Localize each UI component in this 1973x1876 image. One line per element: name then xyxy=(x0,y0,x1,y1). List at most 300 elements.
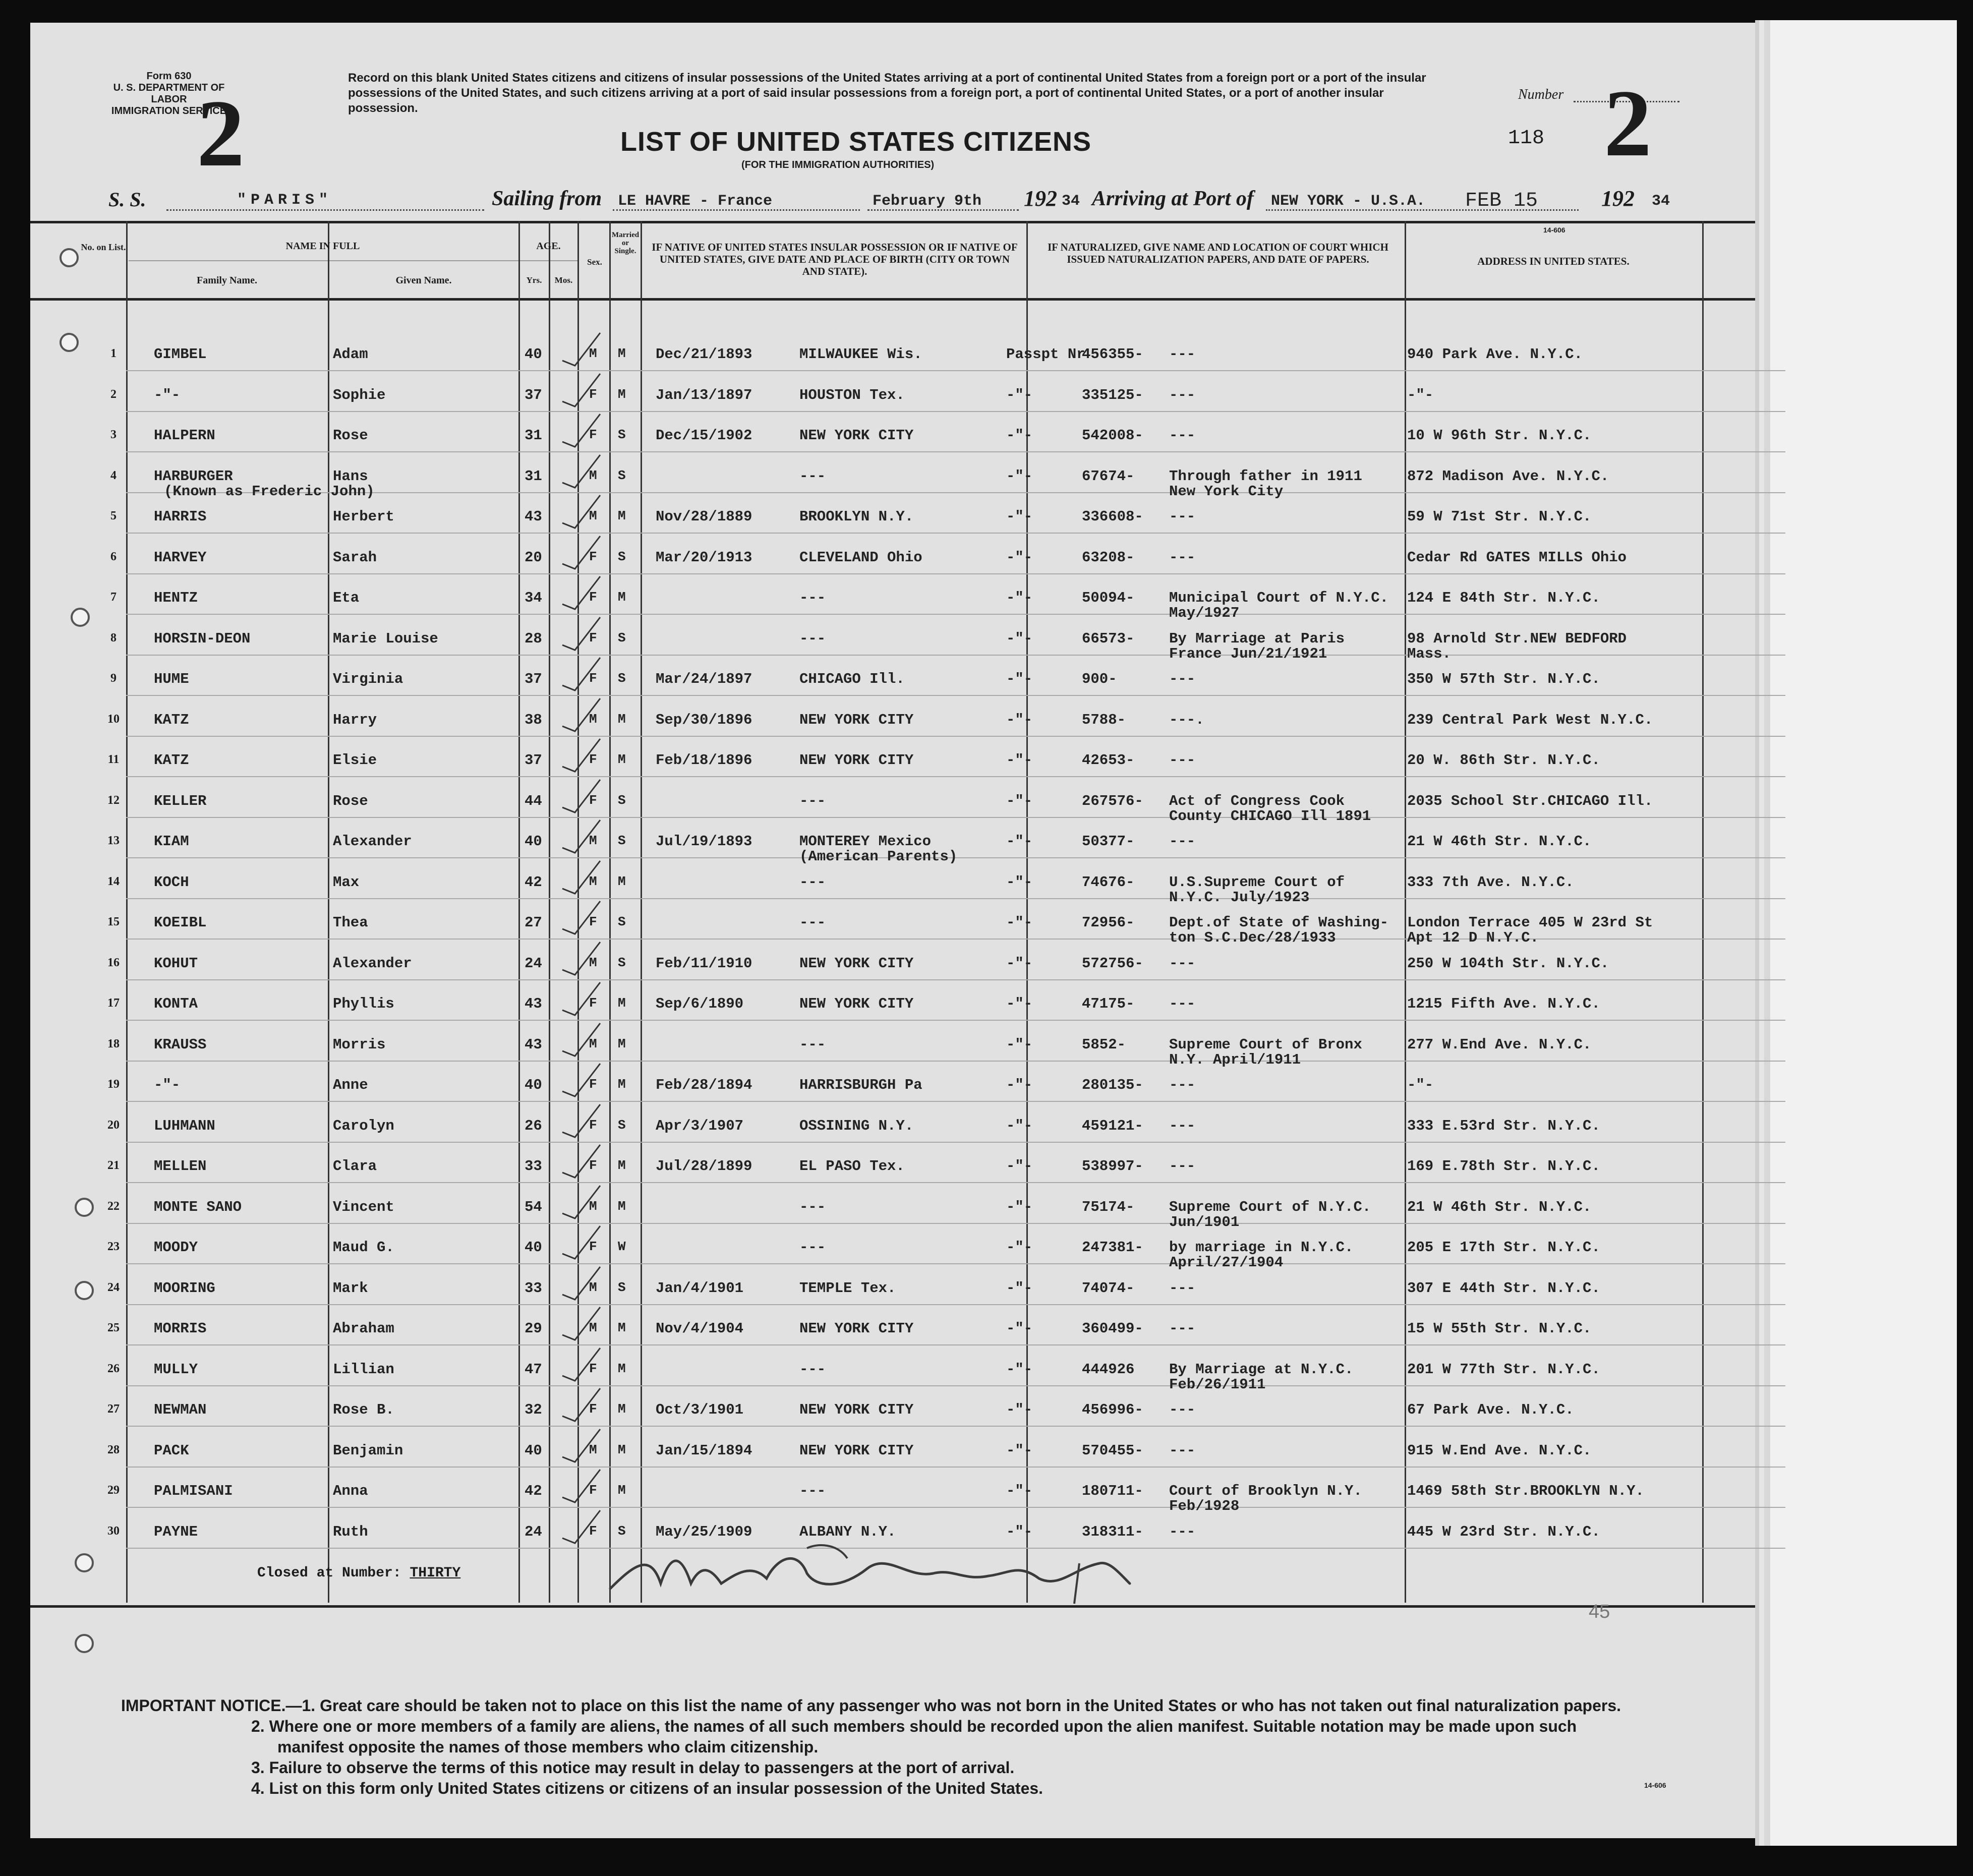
given-name: Rose xyxy=(333,427,368,444)
age-years: 44 xyxy=(525,792,542,809)
birth-date: Sep/6/1890 xyxy=(656,995,744,1012)
row-number: 2 xyxy=(110,387,117,401)
row-number: 23 xyxy=(107,1240,120,1253)
sex: M xyxy=(589,873,597,889)
given-name: Alexander xyxy=(333,955,412,972)
service-name: IMMIGRATION SERVICE xyxy=(111,105,227,116)
row-number: 6 xyxy=(110,550,117,563)
sex: F xyxy=(589,549,597,564)
passport-number: 570455- xyxy=(1082,1442,1143,1459)
family-name: KATZ xyxy=(154,711,189,728)
check-mark-icon xyxy=(560,1102,605,1142)
address: 21 W 46th Str. N.Y.C. xyxy=(1407,833,1592,850)
family-name: LUHMANN xyxy=(154,1117,215,1134)
naturalization-court: By Marriage at Paris xyxy=(1169,630,1345,647)
check-mark-icon xyxy=(560,1021,605,1061)
naturalization-date: Jun/1901 xyxy=(1169,1213,1240,1230)
naturalization-court: --- xyxy=(1169,1320,1196,1337)
age-years: 31 xyxy=(525,427,542,444)
family-name: MOORING xyxy=(154,1279,215,1297)
address: 98 Arnold Str.NEW BEDFORD xyxy=(1407,630,1627,647)
passport-label: -"- xyxy=(1006,1117,1033,1134)
birth-place: OSSINING N.Y. xyxy=(799,1117,914,1134)
age-years: 31 xyxy=(525,467,542,485)
passport-number: 63208- xyxy=(1082,549,1135,566)
sex: F xyxy=(589,1239,597,1254)
marital-status: S xyxy=(618,1279,626,1295)
birth-place: --- xyxy=(799,1198,826,1215)
naturalization-court: --- xyxy=(1169,995,1196,1012)
marital-status: M xyxy=(618,995,626,1011)
sex: M xyxy=(589,1442,597,1457)
passport-number: 900- xyxy=(1082,671,1117,687)
header-bottom-rule xyxy=(30,298,1755,301)
check-mark-icon xyxy=(560,1223,605,1264)
birth-date: Dec/15/1902 xyxy=(656,427,752,444)
passport-label: -"- xyxy=(1006,1077,1033,1093)
family-name: HALPERN xyxy=(154,427,215,444)
check-mark-icon xyxy=(560,817,605,858)
naturalization-court: --- xyxy=(1169,549,1196,566)
sailing-date: February 9th xyxy=(873,193,982,210)
page-subtitle: (FOR THE IMMIGRATION AUTHORITIES) xyxy=(741,159,935,170)
check-mark-icon xyxy=(560,1345,605,1386)
naturalization-court: U.S.Supreme Court of xyxy=(1169,873,1345,891)
number-label: Number xyxy=(1518,87,1564,102)
birth-place: NEW YORK CITY xyxy=(799,427,914,444)
col-header-given: Given Name. xyxy=(395,275,452,286)
col-header-sex: Sex. xyxy=(587,257,602,267)
birth-place: NEW YORK CITY xyxy=(799,955,914,972)
row-number: 24 xyxy=(107,1280,120,1294)
birth-place: NEW YORK CITY xyxy=(799,711,914,728)
row-rule xyxy=(126,1385,1785,1386)
row-number: 12 xyxy=(107,793,120,807)
port-underline xyxy=(613,209,860,211)
marital-status: M xyxy=(618,590,626,605)
given-name: Alexander xyxy=(333,833,412,850)
row-rule xyxy=(126,1467,1785,1468)
age-years: 47 xyxy=(525,1361,542,1378)
birth-date: Jan/13/1897 xyxy=(656,386,752,403)
birth-place: NEW YORK CITY xyxy=(799,752,914,769)
check-mark-icon xyxy=(560,980,605,1020)
notice-item-2-cont: manifest opposite the names of those members who claim citizenship. xyxy=(277,1738,819,1756)
check-mark-icon xyxy=(560,655,605,695)
address: 915 W.End Ave. N.Y.C. xyxy=(1407,1442,1592,1459)
marital-status: S xyxy=(618,467,626,483)
family-name: HARBURGER xyxy=(154,467,233,485)
address: 67 Park Ave. N.Y.C. xyxy=(1407,1401,1574,1418)
age-years: 24 xyxy=(525,1523,542,1540)
passport-label: -"- xyxy=(1006,1036,1033,1053)
family-name: HORSIN-DEON xyxy=(154,630,251,647)
marital-status: M xyxy=(618,711,626,727)
check-mark-icon xyxy=(560,858,605,899)
age-years: 37 xyxy=(525,386,542,403)
col-header-naturalized: IF NATURALIZED, GIVE NAME AND LOCATION OF COURT WHICH ISSUED NATURALIZATION PAPERS, AND DATE OF PAPERS. xyxy=(1048,241,1388,265)
check-mark-icon xyxy=(560,1386,605,1426)
naturalization-court: Through father in 1911 xyxy=(1169,467,1362,485)
passport-number: 459121- xyxy=(1082,1117,1143,1134)
row-number: 13 xyxy=(107,834,120,847)
naturalization-court: Court of Brooklyn N.Y. xyxy=(1169,1483,1362,1499)
given-name: Elsie xyxy=(333,752,377,769)
row-number: 7 xyxy=(110,591,117,604)
given-name: Adam xyxy=(333,346,368,363)
check-mark-icon xyxy=(560,1061,605,1101)
marital-status: M xyxy=(618,1320,626,1335)
address: 250 W 104th Str. N.Y.C. xyxy=(1407,955,1609,972)
birth-date: Feb/18/1896 xyxy=(656,752,752,769)
sex: M xyxy=(589,508,597,523)
row-rule xyxy=(126,655,1785,656)
birth-place: MILWAUKEE Wis. xyxy=(799,346,922,363)
check-mark-icon xyxy=(560,696,605,736)
family-name: NEWMAN xyxy=(154,1401,207,1418)
address: -"- xyxy=(1407,386,1434,403)
passport-label: -"- xyxy=(1006,1442,1033,1459)
birth-place: --- xyxy=(799,914,826,931)
marital-status: M xyxy=(618,1036,626,1051)
birth-date: Nov/4/1904 xyxy=(656,1320,744,1337)
marital-status: M xyxy=(618,1158,626,1173)
passport-label: -"- xyxy=(1006,873,1033,891)
sheet-number-right: 2 xyxy=(1604,71,1652,177)
birth-place: --- xyxy=(799,873,826,891)
birth-date: Apr/3/1907 xyxy=(656,1117,744,1134)
given-name: Vincent xyxy=(333,1198,394,1215)
passport-label: -"- xyxy=(1006,549,1033,566)
passport-label: -"- xyxy=(1006,1279,1033,1297)
birth-date: Dec/21/1893 xyxy=(656,346,752,363)
birth-date: Sep/30/1896 xyxy=(656,711,752,728)
passport-number: 318311- xyxy=(1082,1523,1143,1540)
row-rule xyxy=(126,1344,1785,1345)
naturalization-date: Feb/1928 xyxy=(1169,1498,1240,1514)
given-name: Sophie xyxy=(333,386,386,403)
age-years: 40 xyxy=(525,1239,542,1256)
passport-label: -"- xyxy=(1006,792,1033,809)
col-header-mos: Mos. xyxy=(554,275,573,285)
naturalization-court: By Marriage at N.Y.C. xyxy=(1169,1361,1354,1378)
naturalization-court: by marriage in N.Y.C. xyxy=(1169,1239,1354,1256)
row-number: 22 xyxy=(107,1199,120,1213)
birth-place: --- xyxy=(799,792,826,809)
marital-status: S xyxy=(618,1523,626,1539)
birth-date: Oct/3/1901 xyxy=(656,1401,744,1418)
check-mark-icon xyxy=(560,412,605,452)
passport-number: 538997- xyxy=(1082,1158,1143,1175)
passport-label: -"- xyxy=(1006,671,1033,687)
birth-place-note: (American Parents) xyxy=(799,848,958,865)
given-name: Anna xyxy=(333,1483,368,1499)
sailing-label: Sailing from xyxy=(492,187,602,210)
birth-place: --- xyxy=(799,1361,826,1378)
naturalization-court: Act of Congress Cook xyxy=(1169,792,1345,809)
address: -"- xyxy=(1407,1077,1434,1093)
notice-text-1: Great care should be taken not to place on this list the name of any passenger who was not born in the United States or who has not taken out final naturalization papers. xyxy=(320,1696,1621,1715)
birth-date: May/25/1909 xyxy=(656,1523,752,1540)
check-mark-icon xyxy=(560,534,605,574)
col-divider xyxy=(549,221,550,1603)
birth-place: NEW YORK CITY xyxy=(799,1442,914,1459)
ss-label: S. S. xyxy=(108,188,146,211)
list-number: 118 xyxy=(1508,127,1545,150)
age-years: 37 xyxy=(525,752,542,769)
passport-number: 180711- xyxy=(1082,1483,1143,1499)
address: 169 E.78th Str. N.Y.C. xyxy=(1407,1158,1600,1175)
naturalization-date: New York City xyxy=(1169,483,1284,500)
marital-status: M xyxy=(618,1077,626,1092)
birth-place: --- xyxy=(799,1036,826,1053)
address: 333 7th Ave. N.Y.C. xyxy=(1407,873,1574,891)
age-years: 20 xyxy=(525,549,542,566)
passport-label: -"- xyxy=(1006,995,1033,1012)
naturalization-date: ton S.C.Dec/28/1933 xyxy=(1169,929,1336,946)
marital-status: M xyxy=(618,1442,626,1457)
family-name: HARVEY xyxy=(154,549,207,566)
row-rule xyxy=(126,1061,1785,1062)
notice-heading: IMPORTANT NOTICE.—1. xyxy=(121,1696,316,1715)
marital-status: M xyxy=(618,873,626,889)
sex: F xyxy=(589,1117,597,1133)
check-mark-icon xyxy=(560,452,605,493)
given-name: Max xyxy=(333,873,360,891)
birth-place: NEW YORK CITY xyxy=(799,1320,914,1337)
address: 15 W 55th Str. N.Y.C. xyxy=(1407,1320,1592,1337)
passport-number: 74676- xyxy=(1082,873,1135,891)
passport-label: -"- xyxy=(1006,386,1033,403)
given-name: Hans xyxy=(333,467,368,485)
table-top-rule xyxy=(30,221,1755,223)
passport-number: 456355- xyxy=(1082,346,1143,363)
given-name: Lillian xyxy=(333,1361,394,1378)
marital-status: S xyxy=(618,833,626,848)
row-number: 5 xyxy=(110,509,117,522)
sex: F xyxy=(589,1158,597,1173)
family-name: MOODY xyxy=(154,1239,198,1256)
arrival-underline xyxy=(1266,209,1579,211)
sex: M xyxy=(589,1036,597,1051)
row-number: 14 xyxy=(107,874,120,888)
marital-status: S xyxy=(618,955,626,970)
address: 872 Madison Ave. N.Y.C. xyxy=(1407,467,1609,485)
address: 20 W. 86th Str. N.Y.C. xyxy=(1407,752,1600,769)
sex: F xyxy=(589,590,597,605)
row-rule xyxy=(126,1507,1785,1508)
sheet-number-left: 2 xyxy=(197,81,245,187)
department-name: U. S. DEPARTMENT OF LABOR xyxy=(113,82,225,105)
check-mark-icon xyxy=(560,899,605,939)
check-mark-icon xyxy=(560,1508,605,1548)
check-mark-icon xyxy=(560,1264,605,1305)
age-years: 43 xyxy=(525,508,542,525)
naturalization-date: County CHICAGO Ill 1891 xyxy=(1169,807,1371,825)
passport-label: -"- xyxy=(1006,833,1033,850)
family-name: KELLER xyxy=(154,792,207,809)
passport-number: 74074- xyxy=(1082,1279,1135,1297)
passport-number: 572756- xyxy=(1082,955,1143,972)
family-name: GIMBEL xyxy=(154,346,207,363)
family-name: KIAM xyxy=(154,833,189,850)
address: 307 E 44th Str. N.Y.C. xyxy=(1407,1279,1600,1297)
col-header-name: NAME IN FULL xyxy=(285,241,360,252)
row-number: 29 xyxy=(107,1484,120,1497)
row-rule xyxy=(126,1182,1785,1183)
birth-place: CLEVELAND Ohio xyxy=(799,549,922,566)
sex: M xyxy=(589,346,597,361)
family-name: PACK xyxy=(154,1442,189,1459)
address: London Terrace 405 W 23rd St xyxy=(1407,914,1653,931)
given-name: Herbert xyxy=(333,508,394,525)
birth-date: Nov/28/1889 xyxy=(656,508,752,525)
birth-date: Jan/15/1894 xyxy=(656,1442,752,1459)
col-header-address: ADDRESS IN UNITED STATES. xyxy=(1477,255,1630,267)
row-rule xyxy=(126,898,1785,899)
col-divider xyxy=(518,221,520,1603)
family-name: -"- xyxy=(154,1077,181,1093)
family-name: KOEIBL xyxy=(154,914,207,931)
page-mark: 45 xyxy=(1589,1601,1610,1622)
important-notice xyxy=(121,1695,1735,1799)
notice-item-3: 3. Failure to observe the terms of this notice may result in delay to passengers at the port of arrival. xyxy=(251,1758,1015,1777)
naturalization-date: France Jun/21/1921 xyxy=(1169,645,1327,662)
check-mark-icon xyxy=(560,371,605,412)
naturalization-court: --- xyxy=(1169,386,1196,403)
birth-date: Feb/11/1910 xyxy=(656,955,752,972)
row-number: 4 xyxy=(110,468,117,482)
punch-hole xyxy=(60,333,79,352)
ship-name: "PARIS" xyxy=(237,192,333,209)
passport-number: 280135- xyxy=(1082,1077,1143,1093)
address: 201 W 77th Str. N.Y.C. xyxy=(1407,1361,1600,1378)
passport-label: -"- xyxy=(1006,1239,1033,1256)
sex: M xyxy=(589,467,597,483)
age-years: 38 xyxy=(525,711,542,728)
row-number: 10 xyxy=(107,712,120,726)
given-name: Rose B. xyxy=(333,1401,394,1418)
passport-number: 336608- xyxy=(1082,508,1143,525)
birth-place: --- xyxy=(799,1483,826,1499)
sex: M xyxy=(589,711,597,727)
family-name: KOHUT xyxy=(154,955,198,972)
passport-label: -"- xyxy=(1006,752,1033,769)
row-number: 19 xyxy=(107,1078,120,1091)
passport-number: 542008- xyxy=(1082,427,1143,444)
address: 940 Park Ave. N.Y.C. xyxy=(1407,346,1583,363)
row-rule xyxy=(126,979,1785,980)
check-mark-icon xyxy=(560,736,605,777)
address: 350 W 57th Str. N.Y.C. xyxy=(1407,671,1600,687)
sex: F xyxy=(589,752,597,767)
given-name: Sarah xyxy=(333,549,377,566)
row-rule xyxy=(126,492,1785,493)
age-years: 40 xyxy=(525,1077,542,1093)
punch-hole xyxy=(75,1198,94,1217)
marital-status: M xyxy=(618,1361,626,1376)
given-name: Benjamin xyxy=(333,1442,403,1459)
voyage-line xyxy=(108,188,146,211)
birth-date: Mar/24/1897 xyxy=(656,671,752,687)
punch-hole xyxy=(75,1634,94,1653)
age-years: 24 xyxy=(525,955,542,972)
row-rule xyxy=(126,1426,1785,1427)
closing-value: THIRTY xyxy=(410,1565,461,1581)
ship-underline xyxy=(166,209,484,211)
row-number: 21 xyxy=(107,1159,120,1172)
naturalization-court: --- xyxy=(1169,1401,1196,1418)
row-number: 30 xyxy=(107,1524,120,1538)
passport-number: 67674- xyxy=(1082,467,1135,485)
passport-number: 50377- xyxy=(1082,833,1135,850)
age-years: 34 xyxy=(525,590,542,606)
sailing-year: 34 xyxy=(1062,193,1080,210)
form-instructions: Record on this blank United States citizens and citizens of insular possessions of the United States arriving at a port of continental United States from a foreign port or a port of the insular possessions of the United States, and such citizens arriving at a port of said insular possessions from a foreign port, a port of continental United States, or a port of another insular possession. xyxy=(348,71,1426,115)
row-rule xyxy=(126,1101,1785,1102)
birth-place: BROOKLYN N.Y. xyxy=(799,508,914,525)
punch-hole xyxy=(75,1553,94,1572)
col-divider xyxy=(1405,221,1406,1603)
check-mark-icon xyxy=(560,330,605,371)
naturalization-date: May/1927 xyxy=(1169,605,1240,621)
birth-place: NEW YORK CITY xyxy=(799,1401,914,1418)
naturalization-court: --- xyxy=(1169,833,1196,850)
passport-label: -"- xyxy=(1006,467,1033,485)
passport-number: 75174- xyxy=(1082,1198,1135,1215)
family-name: -"- xyxy=(154,386,181,403)
birth-place: MONTEREY Mexico xyxy=(799,833,932,850)
birth-place: --- xyxy=(799,630,826,647)
arrival-port: NEW YORK - U.S.A. xyxy=(1271,193,1426,210)
given-name: Eta xyxy=(333,590,360,606)
address: 59 W 71st Str. N.Y.C. xyxy=(1407,508,1592,525)
row-number: 3 xyxy=(110,428,117,441)
naturalization-court: --- xyxy=(1169,1158,1196,1175)
given-name: Thea xyxy=(333,914,368,931)
birth-date: Jul/28/1899 xyxy=(656,1158,752,1175)
family-name: KATZ xyxy=(154,752,189,769)
passport-number: 5788- xyxy=(1082,711,1126,728)
sex: F xyxy=(589,995,597,1011)
passport-number: 247381- xyxy=(1082,1239,1143,1256)
naturalization-court: --- xyxy=(1169,671,1196,687)
row-rule xyxy=(126,614,1785,615)
naturalization-court: --- xyxy=(1169,1117,1196,1134)
closing-label: Closed at Number: xyxy=(257,1565,401,1581)
passport-label: -"- xyxy=(1006,955,1033,972)
sex: M xyxy=(589,1279,597,1295)
marital-status: M xyxy=(618,386,626,402)
birth-place: NEW YORK CITY xyxy=(799,995,914,1012)
birth-place: --- xyxy=(799,467,826,485)
passport-number: 50094- xyxy=(1082,590,1135,606)
birth-date: Jan/4/1901 xyxy=(656,1279,744,1297)
sex: M xyxy=(589,833,597,848)
passport-number: 5852- xyxy=(1082,1036,1126,1053)
family-name: HENTZ xyxy=(154,590,198,606)
birth-date: Jul/19/1893 xyxy=(656,833,752,850)
check-mark-icon xyxy=(560,1142,605,1183)
marital-status: M xyxy=(618,346,626,361)
family-name: MELLEN xyxy=(154,1158,207,1175)
row-rule xyxy=(126,1223,1785,1224)
given-name: Virginia xyxy=(333,671,403,687)
sex: F xyxy=(589,1483,597,1498)
row-number: 18 xyxy=(107,1037,120,1050)
col-header-family: Family Name. xyxy=(197,275,257,286)
naturalization-court: Municipal Court of N.Y.C. xyxy=(1169,590,1389,606)
